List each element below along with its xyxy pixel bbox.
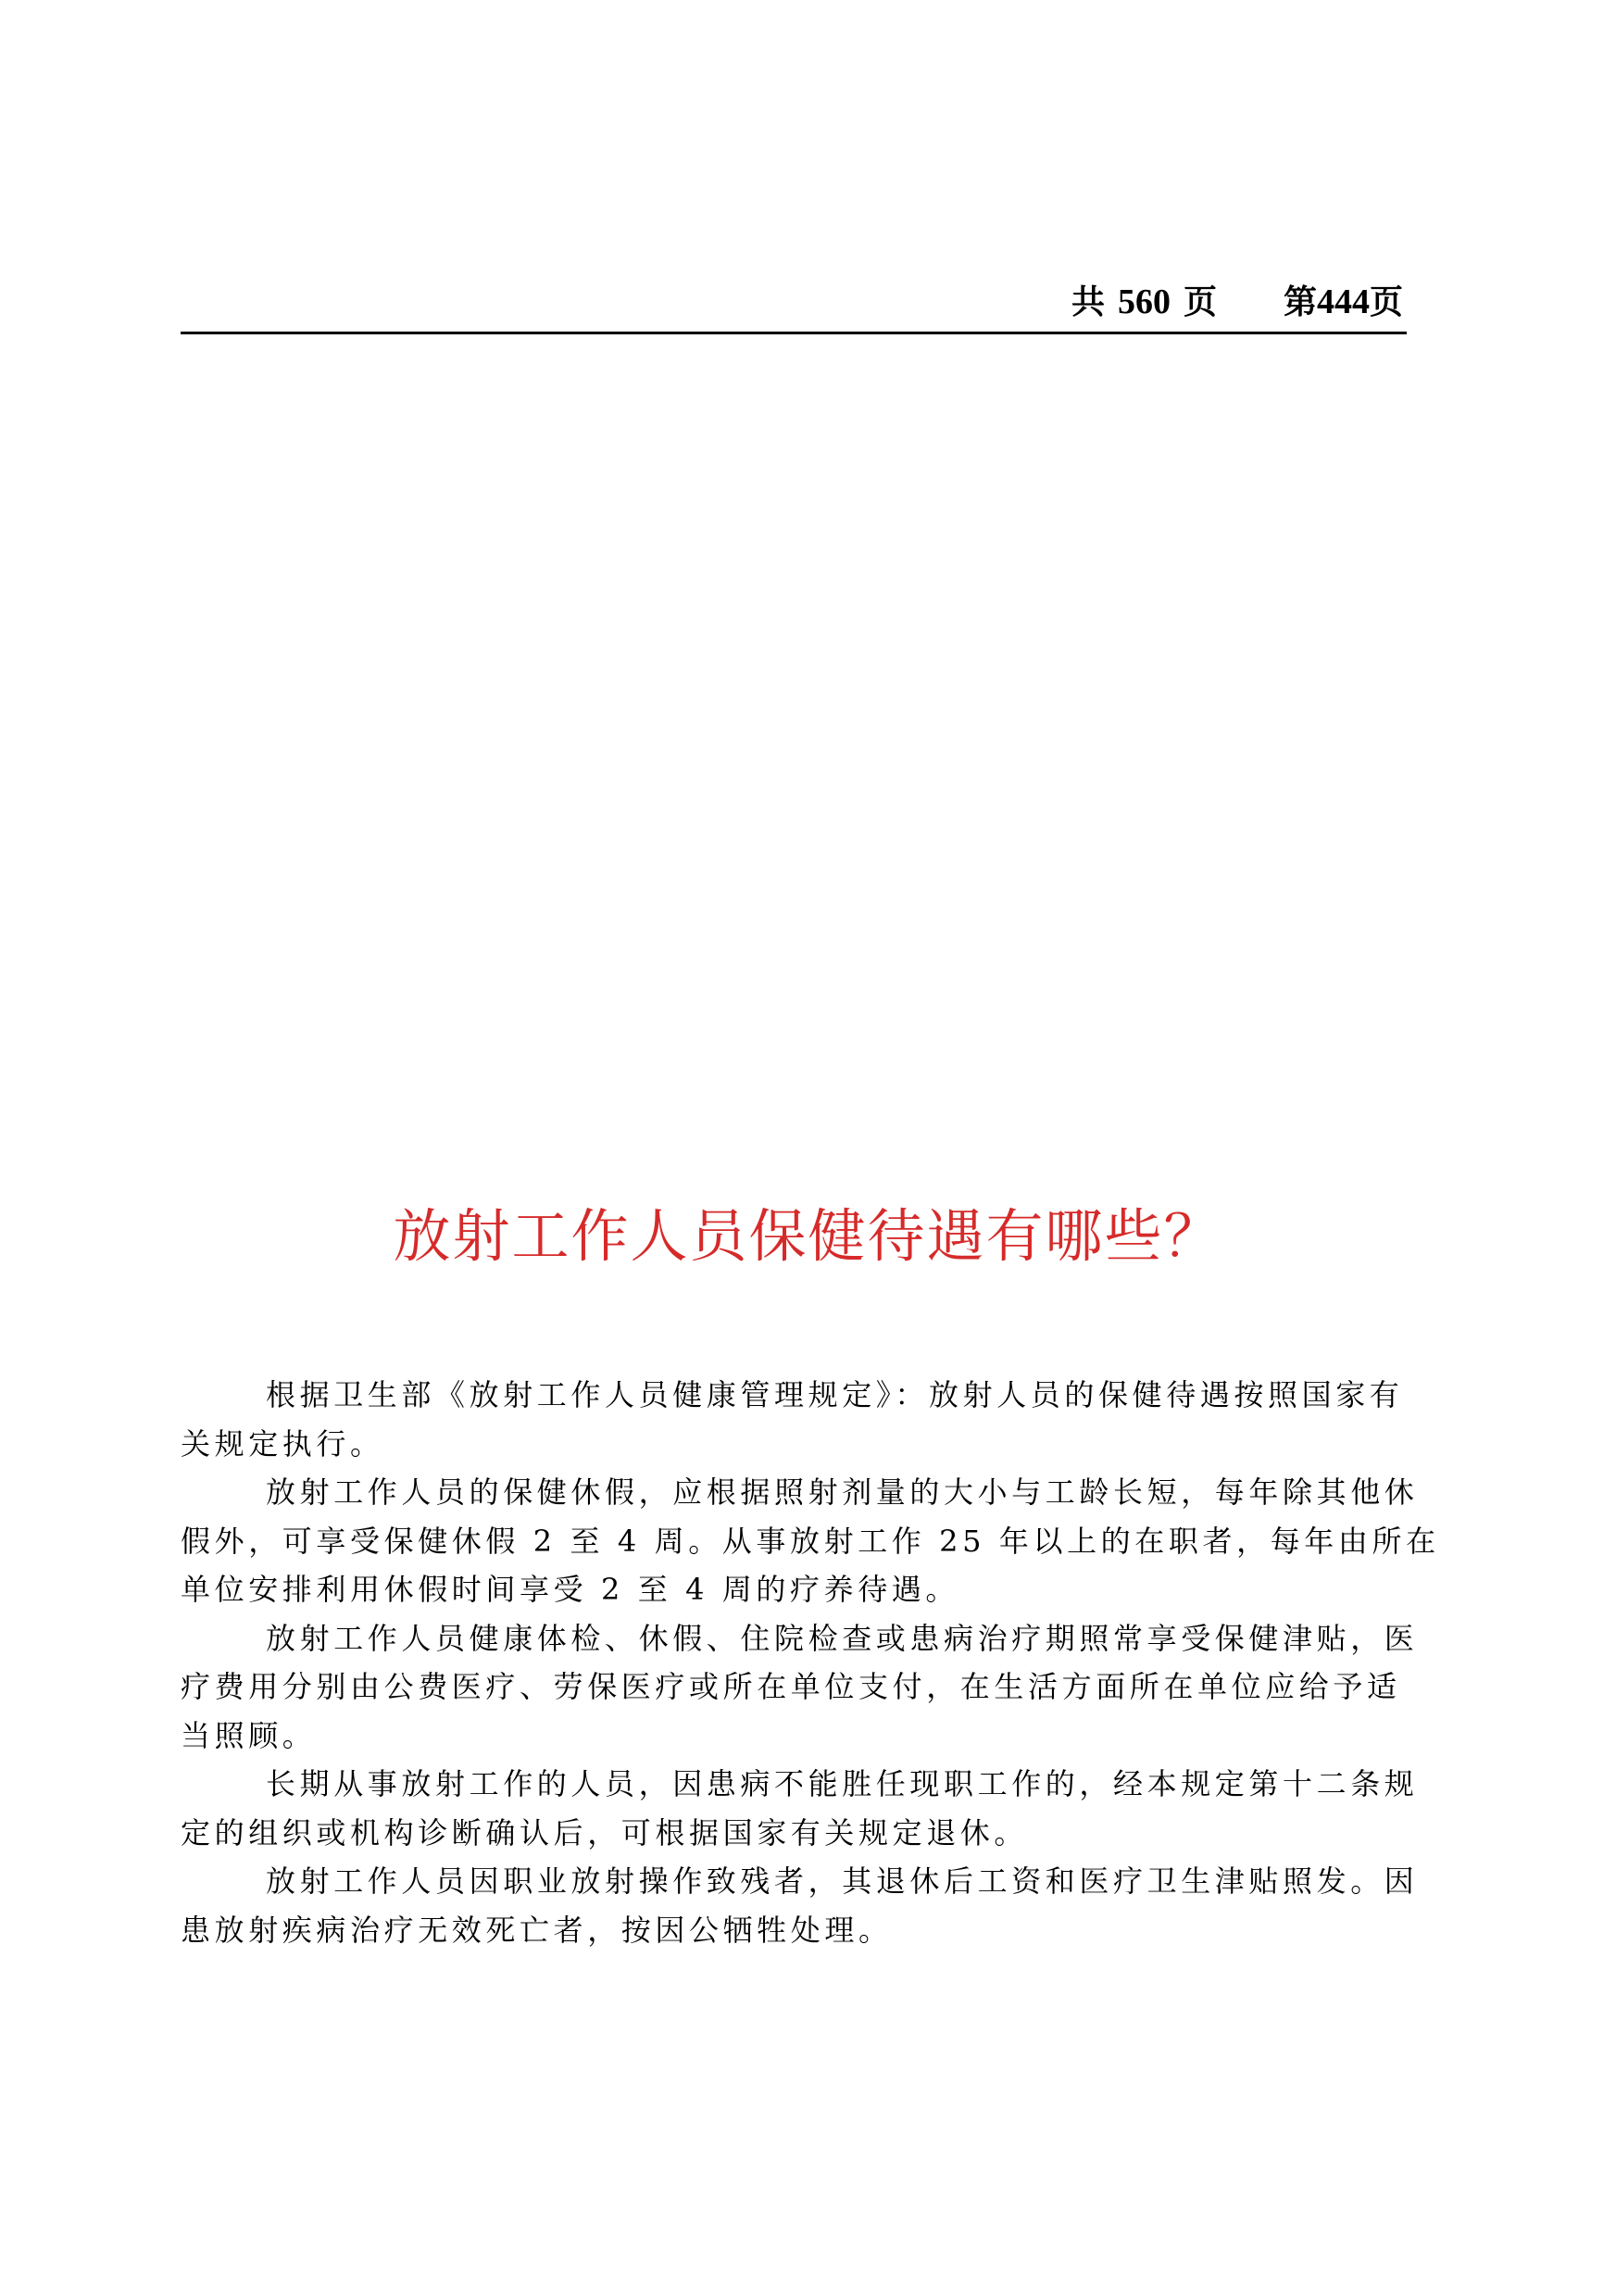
text-line: 放射工作人员的保健休假，应根据照射剂量的大小与工龄长短，每年除其他休: [266, 1474, 1419, 1510]
current-page-prefix: 第: [1283, 282, 1317, 321]
text-line: 定的组织或机构诊断确认后，可根据国家有关规定退休。: [181, 1814, 1029, 1851]
text-line: 患放射疾病治疗无效死亡者，按因公牺牲处理。: [181, 1912, 893, 1948]
text-line: 关规定执行。: [181, 1425, 384, 1462]
total-pages-prefix: 共: [1071, 282, 1105, 321]
text-line: 假外，可享受保健休假 2 至 4 周。从事放射工作 25 年以上的在职者，每年由所在: [181, 1523, 1440, 1559]
page-header: [181, 278, 1407, 334]
text-line: 疗费用分别由公费医疗、劳保医疗或所在单位支付，在生活方面所在单位应给予适: [181, 1669, 1401, 1704]
text-line: 单位安排利用休假时间享受 2 至 4 周的疗养待遇。: [181, 1572, 960, 1607]
current-page-value: 444: [1316, 282, 1370, 321]
text-line: 当照顾。: [181, 1717, 317, 1753]
text-line: 长期从事放射工作的人员，因患病不能胜任现职工作的，经本规定第十二条规: [266, 1766, 1419, 1801]
text-line: 根据卫生部《放射工作人员健康管理规定》：放射人员的保健待遇按照国家有: [266, 1377, 1404, 1412]
text-line: 放射工作人员健康体检、休假、住院检查或患病治疗期照常享受保健津贴，医: [266, 1620, 1419, 1656]
page-title: 放射工作人员保健待遇有哪些？: [393, 1202, 1223, 1270]
text-line: 放射工作人员因职业放射操作致残者，其退休后工资和医疗卫生津贴照发。因: [266, 1863, 1419, 1899]
article-body: [181, 1371, 1440, 1954]
current-page-suffix: 页: [1369, 282, 1403, 321]
page-counter: [1071, 282, 1403, 322]
total-pages-suffix: 页: [1183, 282, 1217, 321]
total-pages-value: 560: [1117, 282, 1171, 321]
